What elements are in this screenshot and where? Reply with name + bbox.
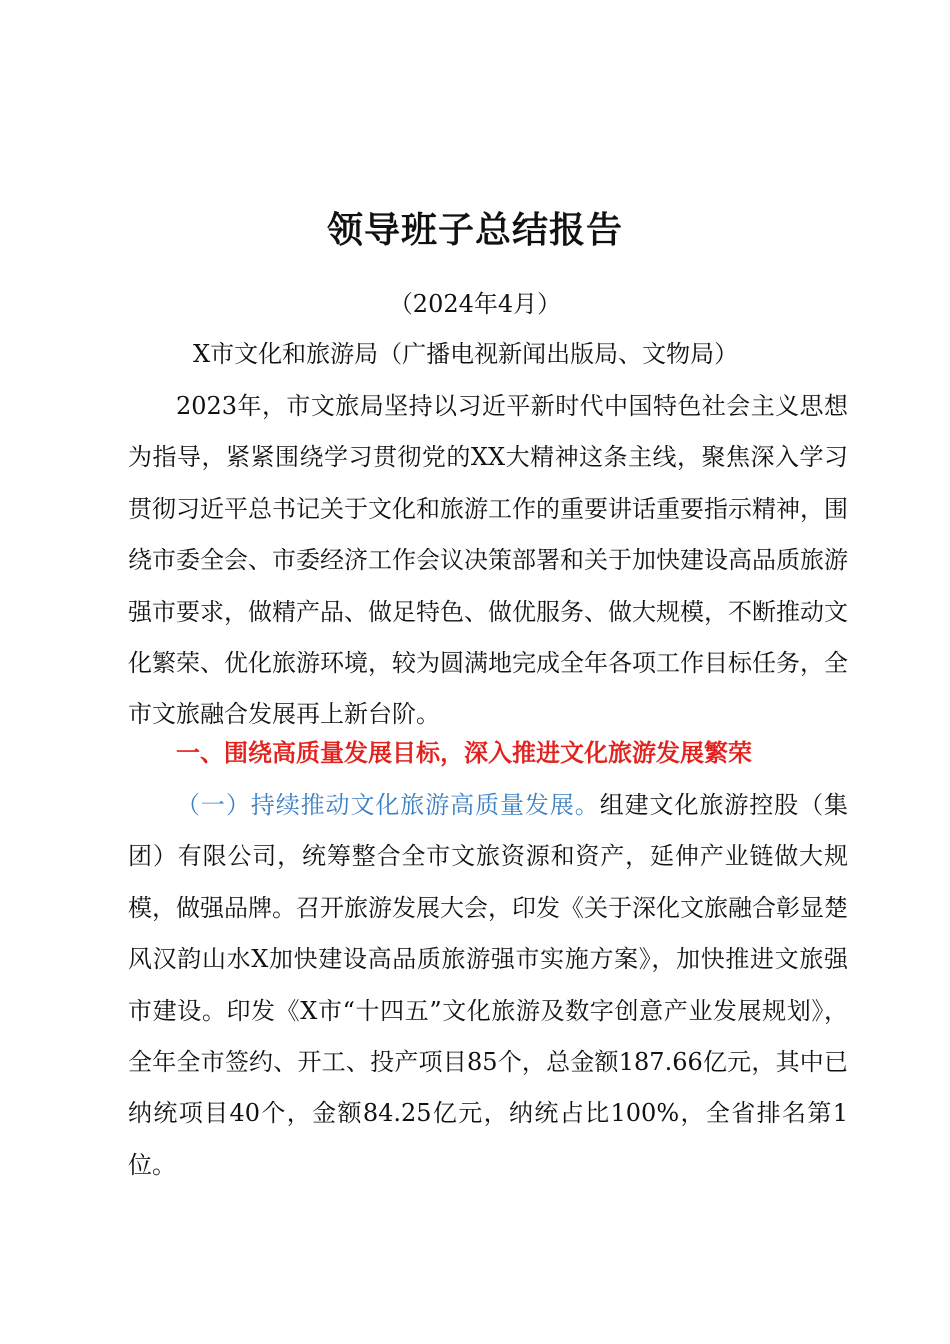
subsection-heading: （一）持续推动文化旅游高质量发展。 — [176, 791, 600, 819]
document-date: （2024年4月） — [388, 290, 562, 318]
subsection-paragraph — [128, 780, 848, 1191]
subsection-body: 组建文化旅游控股（集团）有限公司，统筹整合全市文旅资源和资产，延伸产业链做大规模，做强品牌。召开旅游发展大会，印发《关于深化文旅融合彰显楚风汉韵山水X加快建设高品质旅游强市实施方案》，加快推进文旅强市建设。印发《X市“十四五”文化旅游及数字创意产业发展规划》，全年全市签约、开工、投产项目85个，总金额187.66亿元，其中已纳统项目40个，金额84.25亿元，纳统占比100%，全省排名第1位。 — [128, 791, 849, 1179]
document-title: 领导班子总结报告 — [326, 210, 623, 251]
intro-paragraph: 2023年，市文旅局坚持以习近平新时代中国特色社会主义思想为指导，紧紧围绕学习贯彻党的XX大精神这条主线，聚焦深入学习贯彻习近平总书记关于文化和旅游工作的重要讲话重要指示精神，围绕市委全会、市委经济工作会议决策部署和关于加快建设高品质旅游强市要求，做精产品、做足特色、做优服务、做大规模，不断推动文化繁荣、优化旅游环境，较为圆满地完成全年各项工作目标任务，全市文旅融合发展再上新台阶。 — [128, 392, 848, 729]
section-heading: 一、围绕高质量发展目标，深入推进文化旅游发展繁荣 — [176, 739, 752, 767]
organization-name: X市文化和旅游局（广播电视新闻出版局、文物局） — [193, 340, 739, 368]
